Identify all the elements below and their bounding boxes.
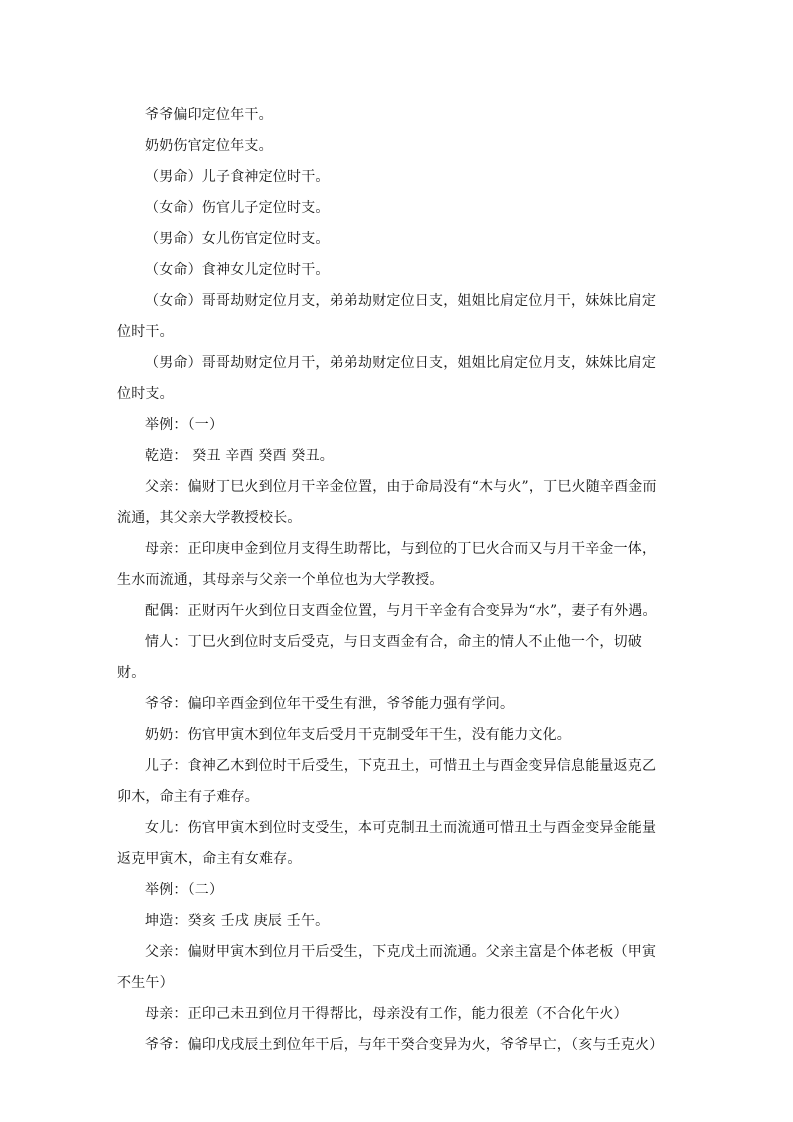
example-heading: 举例：（一） [145,417,224,433]
paragraph: 配偶：正财丙午火到位日支酉金位置，与月干辛金有合变异为“水”，妻子有外遇。 [145,603,657,619]
paragraph: 母亲：正印庚申金到位月支得生助帮比，与到位的丁巳火合而又与月干辛金一体，生水而流通，其母亲与父亲一个单位也为大学教授。 [117,541,657,588]
paragraph: 情人：丁巳火到位时支后受克，与日支酉金有合，命主的情人不止他一个，切破财。 [117,634,642,681]
example-heading: 举例：（二） [145,882,224,898]
paragraph: 奶奶伤官定位年支。 [145,138,273,154]
paragraph: （女命）食神女儿定位时干。 [145,262,330,278]
paragraph: 爷爷偏印定位年干。 [145,107,273,123]
paragraph: 父亲：偏财丁巳火到位月干辛金位置，由于命局没有“木与火”，丁巳火随辛酉金而流通，其父亲大学教授校长。 [117,479,657,526]
paragraph: （男命）儿子食神定位时干。 [145,169,330,185]
paragraph: 坤造：癸亥 壬戌 庚辰 壬午。 [145,913,330,929]
paragraph: 乾造： 癸丑 辛酉 癸酉 癸丑。 [145,448,334,464]
paragraph: （女命）哥哥劫财定位月支，弟弟劫财定位日支，姐姐比肩定位月干，妹妹比肩定位时干。 [117,293,657,340]
paragraph: （男命）女儿伤官定位时支。 [145,231,330,247]
paragraph: 奶奶：伤官甲寅木到位年支后受月干克制受年干生，没有能力文化。 [145,727,571,743]
paragraph: （女命）伤官儿子定位时支。 [145,200,330,216]
paragraph: （男命）哥哥劫财定位月干，弟弟劫财定位日支，姐姐比肩定位月支，妹妹比肩定位时支。 [117,355,657,402]
paragraph: 女儿：伤官甲寅木到位时支受生，本可克制丑土而流通可惜丑土与酉金变异金能量返克甲寅木，命主有女难存。 [117,820,657,867]
document-body [117,100,669,1061]
paragraph: 父亲：偏财甲寅木到位月干后受生，下克戊土而流通。父亲主富是个体老板（甲寅不生午） [117,944,657,991]
paragraph: 儿子：食神乙木到位时干后受生，下克丑土，可惜丑土与酉金变异信息能量返克乙卯木，命主有子难存。 [117,758,657,805]
paragraph: 爷爷：偏印辛酉金到位年干受生有泄，爷爷能力强有学问。 [145,696,515,712]
paragraph: 爷爷：偏印戊戌辰土到位年干后，与年干癸合变异为火，爷爷早亡，（亥与壬克火） [145,1037,664,1053]
paragraph: 母亲：正印己未丑到位月干得帮比，母亲没有工作，能力很差（不合化午火） [145,1006,628,1022]
